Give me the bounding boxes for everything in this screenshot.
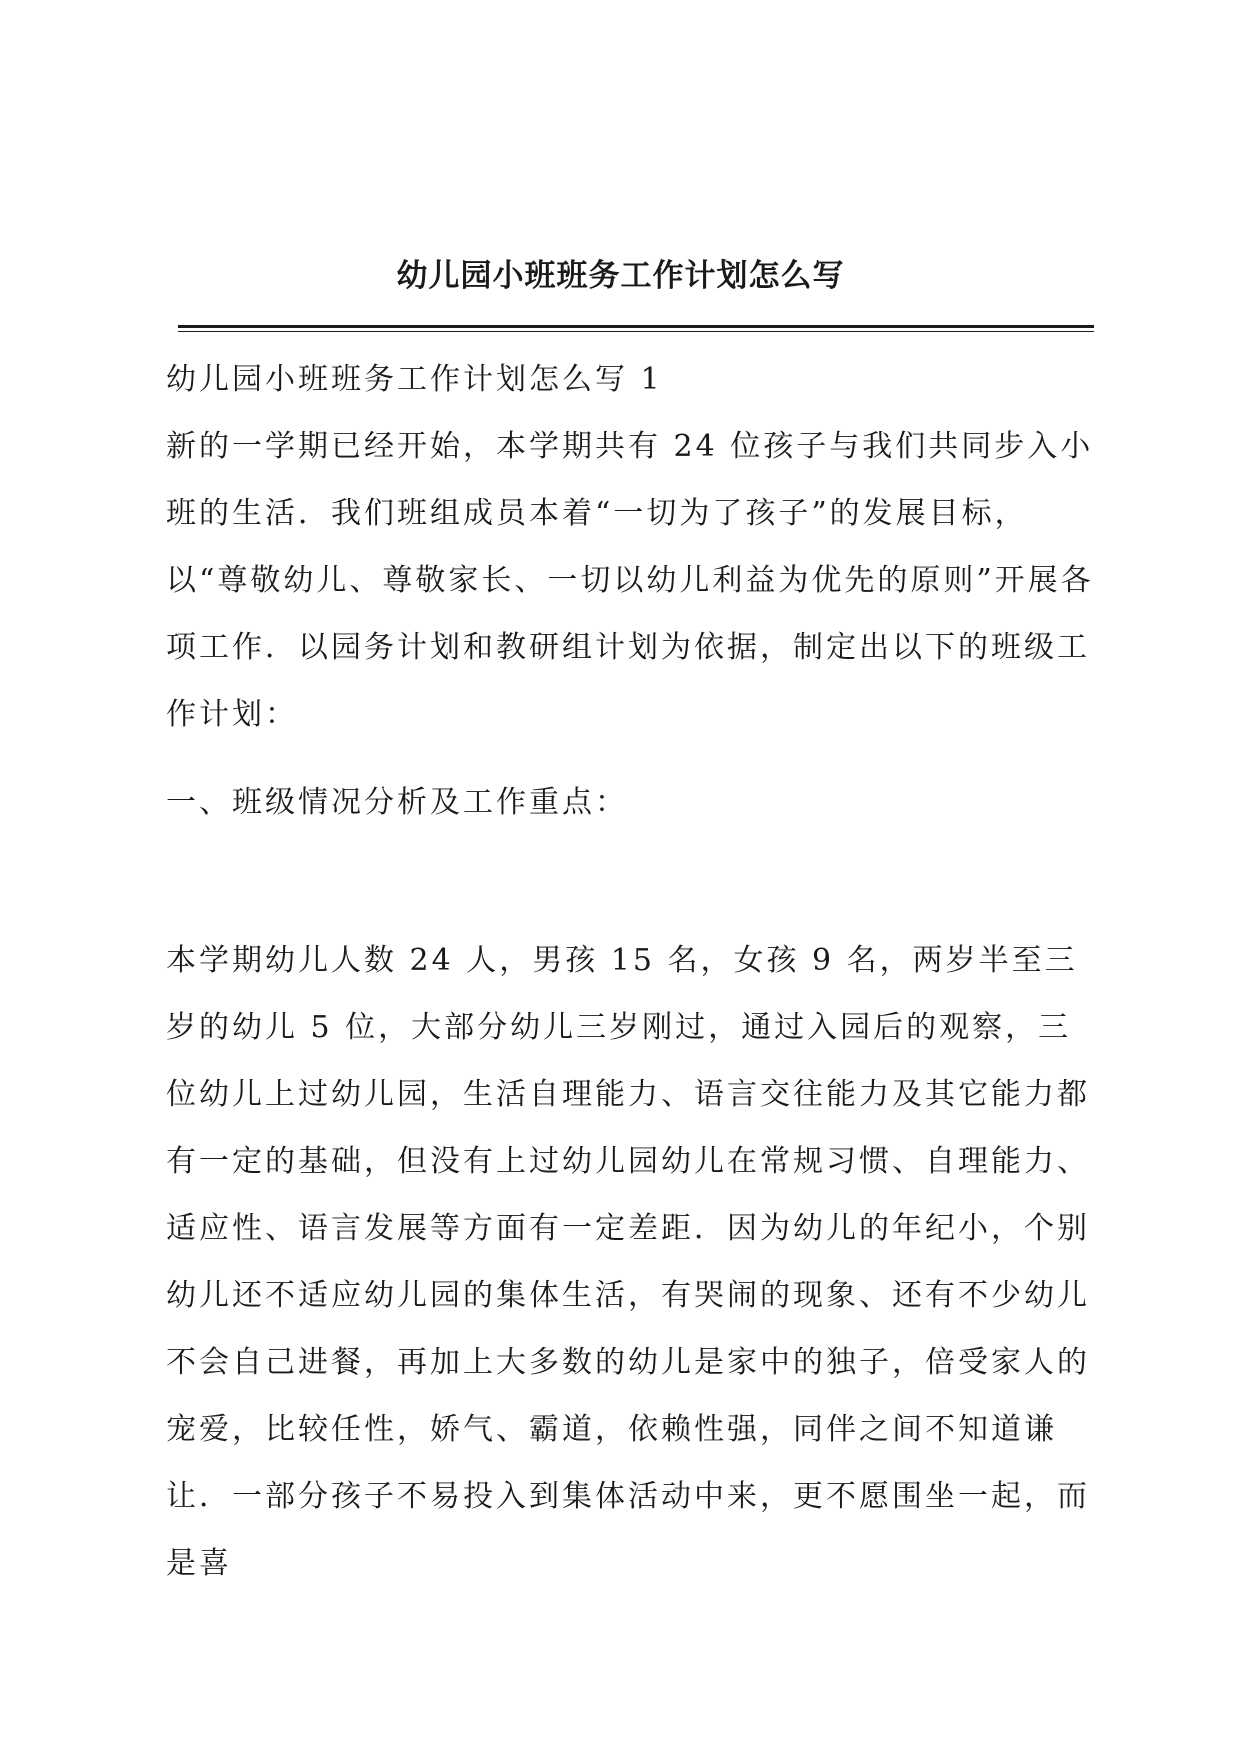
analysis-paragraph-text: 本学期幼儿人数 24 人，男孩 15 名，女孩 9 名，两岁半至三岁的幼儿 5 位，大部分幼儿三岁刚过，通过入园后的观察，三位幼儿上过幼儿园，生活自理能力、语言交往能力及其它能力都有一定的基础，但没有上过幼儿园幼儿在常规习惯、自理能力、适应性、语言发展等方面有一定差距．因为幼儿的年纪小，个别幼儿还不适应幼儿园的集体生活，有哭闹的现象、还有不少幼儿不会自己进餐，再加上大多数的幼儿是家中的独子，倍受家人的宠爱，比较任性，娇气、霸道，依赖性强，同伴之间不知道谦让．一部分孩子不易投入到集体活动中来，更不愿围坐一起，而是喜 [166, 943, 1090, 1581]
document-title: 幼儿园小班班务工作计划怎么写 [396, 258, 845, 294]
title-divider-thick [178, 325, 1094, 328]
section-heading [166, 769, 1096, 836]
intro-paragraph [166, 413, 1096, 748]
section-subtitle [166, 346, 1096, 413]
section-subtitle-text: 幼儿园小班班务工作计划怎么写 1 [166, 362, 663, 397]
analysis-paragraph [166, 927, 1096, 1597]
intro-paragraph-text: 新的一学期已经开始，本学期共有 24 位孩子与我们共同步入小班的生活．我们班组成员本着“一切为了孩子”的发展目标，以“尊敬幼儿、尊敬家长、一切以幼儿利益为优先的原则”开展各项工作．以园务计划和教研组计划为依据，制定出以下的班级工作计划： [166, 429, 1094, 732]
section-heading-text: 一、班级情况分析及工作重点： [166, 785, 628, 820]
title-divider-thin [178, 331, 1094, 332]
